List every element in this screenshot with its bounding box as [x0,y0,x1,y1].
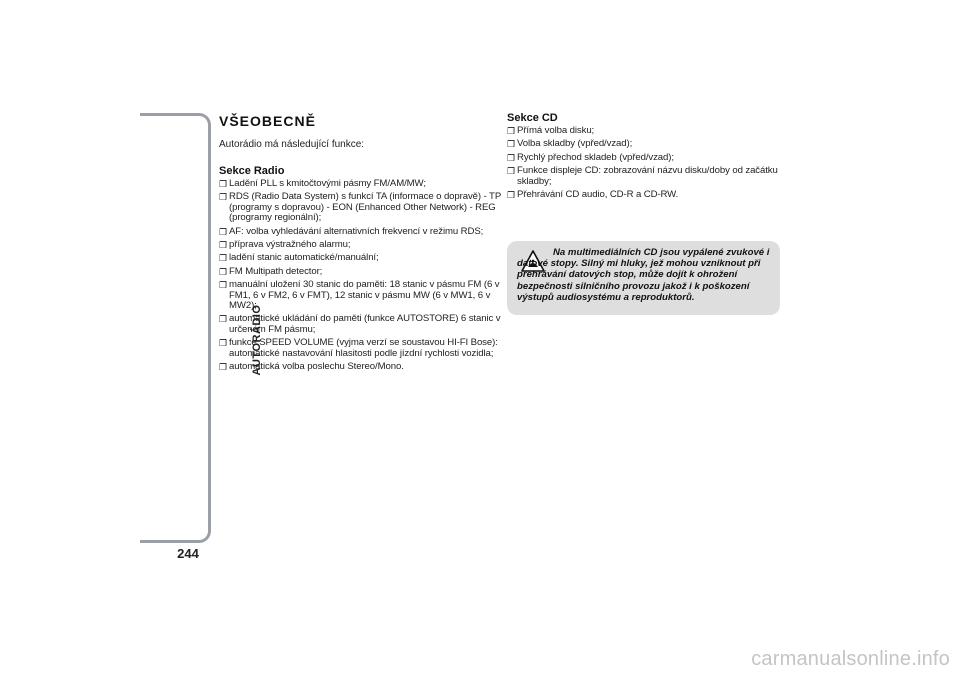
radio-list [219,179,501,373]
checkbox-bullet-icon: ❐ [219,179,227,189]
section-side-label: AUTORÁDIO [251,304,263,376]
checkbox-bullet-icon: ❐ [219,314,227,325]
list-item-text: Přímá volba disku; [517,125,595,136]
checkbox-bullet-icon: ❐ [507,139,515,150]
list-item-text: Volba skladby (vpřed/vzad); [517,138,633,150]
list-item [219,179,501,189]
watermark: carmanualsonline.info [751,648,950,670]
list-item [507,166,782,187]
list-item-text: příprava výstražného alarmu; [229,239,351,251]
list-item-text: Funkce displeje CD: zobrazování názvu disku/doby od začátku skladby; [517,165,778,187]
checkbox-bullet-icon: ❐ [219,338,227,349]
list-item [219,227,501,237]
list-item [219,267,501,277]
checkbox-bullet-icon: ❐ [219,266,227,277]
radio-section [219,165,501,376]
cd-list [507,126,782,200]
list-item-text: manuální uložení 30 stanic do paměti: 18 stanic v pásmu FM (6 v FM1, 6 v FM2, 6 v FMT), 12 stanic v pásmu MW (6 v MW1, 6 v MW2); [229,279,500,312]
warning-box [507,241,780,315]
list-item [219,192,501,223]
list-item [507,139,782,149]
radio-heading: Sekce Radio [219,165,285,177]
page-title: VŠEOBECNĚ [219,113,316,129]
list-item [507,153,782,163]
margin-rule [140,113,211,543]
list-item-text: AF: volba vyhledávání alternativních frekvencí v režimu RDS; [229,225,484,237]
list-item-text: FM Multipath detector; [229,265,323,277]
list-item [219,362,501,372]
page-number: 244 [177,546,199,561]
list-item [507,126,782,136]
list-item [219,314,501,335]
list-item-text: Ladění PLL s kmitočtovými pásmy FM/AM/MW; [229,178,426,189]
list-item [219,338,501,359]
cd-heading: Sekce CD [507,112,558,124]
checkbox-bullet-icon: ❐ [507,190,515,201]
list-item [219,280,501,311]
checkbox-bullet-icon: ❐ [507,152,515,163]
checkbox-bullet-icon: ❐ [507,166,515,177]
intro-text: Autorádio má následující funkce: [219,139,365,150]
checkbox-bullet-icon: ❐ [219,253,227,264]
checkbox-bullet-icon: ❐ [219,226,227,237]
list-item [219,253,501,263]
list-item-text: Rychlý přechod skladeb (vpřed/vzad); [517,151,674,163]
checkbox-bullet-icon: ❐ [219,192,227,203]
list-item [507,190,782,200]
list-item-text: Přehrávání CD audio, CD-R a CD-RW. [517,189,679,201]
list-item [219,240,501,250]
checkbox-bullet-icon: ❐ [219,362,227,373]
list-item-text: automatická volba poslechu Stereo/Mono. [229,361,404,373]
list-item-text: RDS (Radio Data System) s funkcí TA (informace o dopravě) - TP (programy s dopravou) - EON (Enhanced Other Network) - REG (programy regionální); [229,191,501,224]
checkbox-bullet-icon: ❐ [507,126,515,136]
list-item-text: funkce SPEED VOLUME (vyjma verzí se soustavou HI-FI Bose): automatické nastavování hlasitosti podle jízdní rychlosti vozidla; [229,337,498,359]
warning-text: Na multimediálních CD jsou vypálené zvukové i datové stopy. Silný mi hluky, jež mohou vzniknout při přehrávání datových stop, může dojít k ohrožení bezpečnosti silničního provozu jakož i k poškození výstupů audiosystému a reproduktorů. [517,247,770,303]
list-item-text: ladění stanic automatické/manuální; [229,252,379,264]
list-item-text: automatické ukládání do paměti (funkce AUTOSTORE) 6 stanic v určeném FM pásmu; [229,313,501,335]
checkbox-bullet-icon: ❐ [219,280,227,291]
cd-section [507,112,782,203]
checkbox-bullet-icon: ❐ [219,240,227,251]
